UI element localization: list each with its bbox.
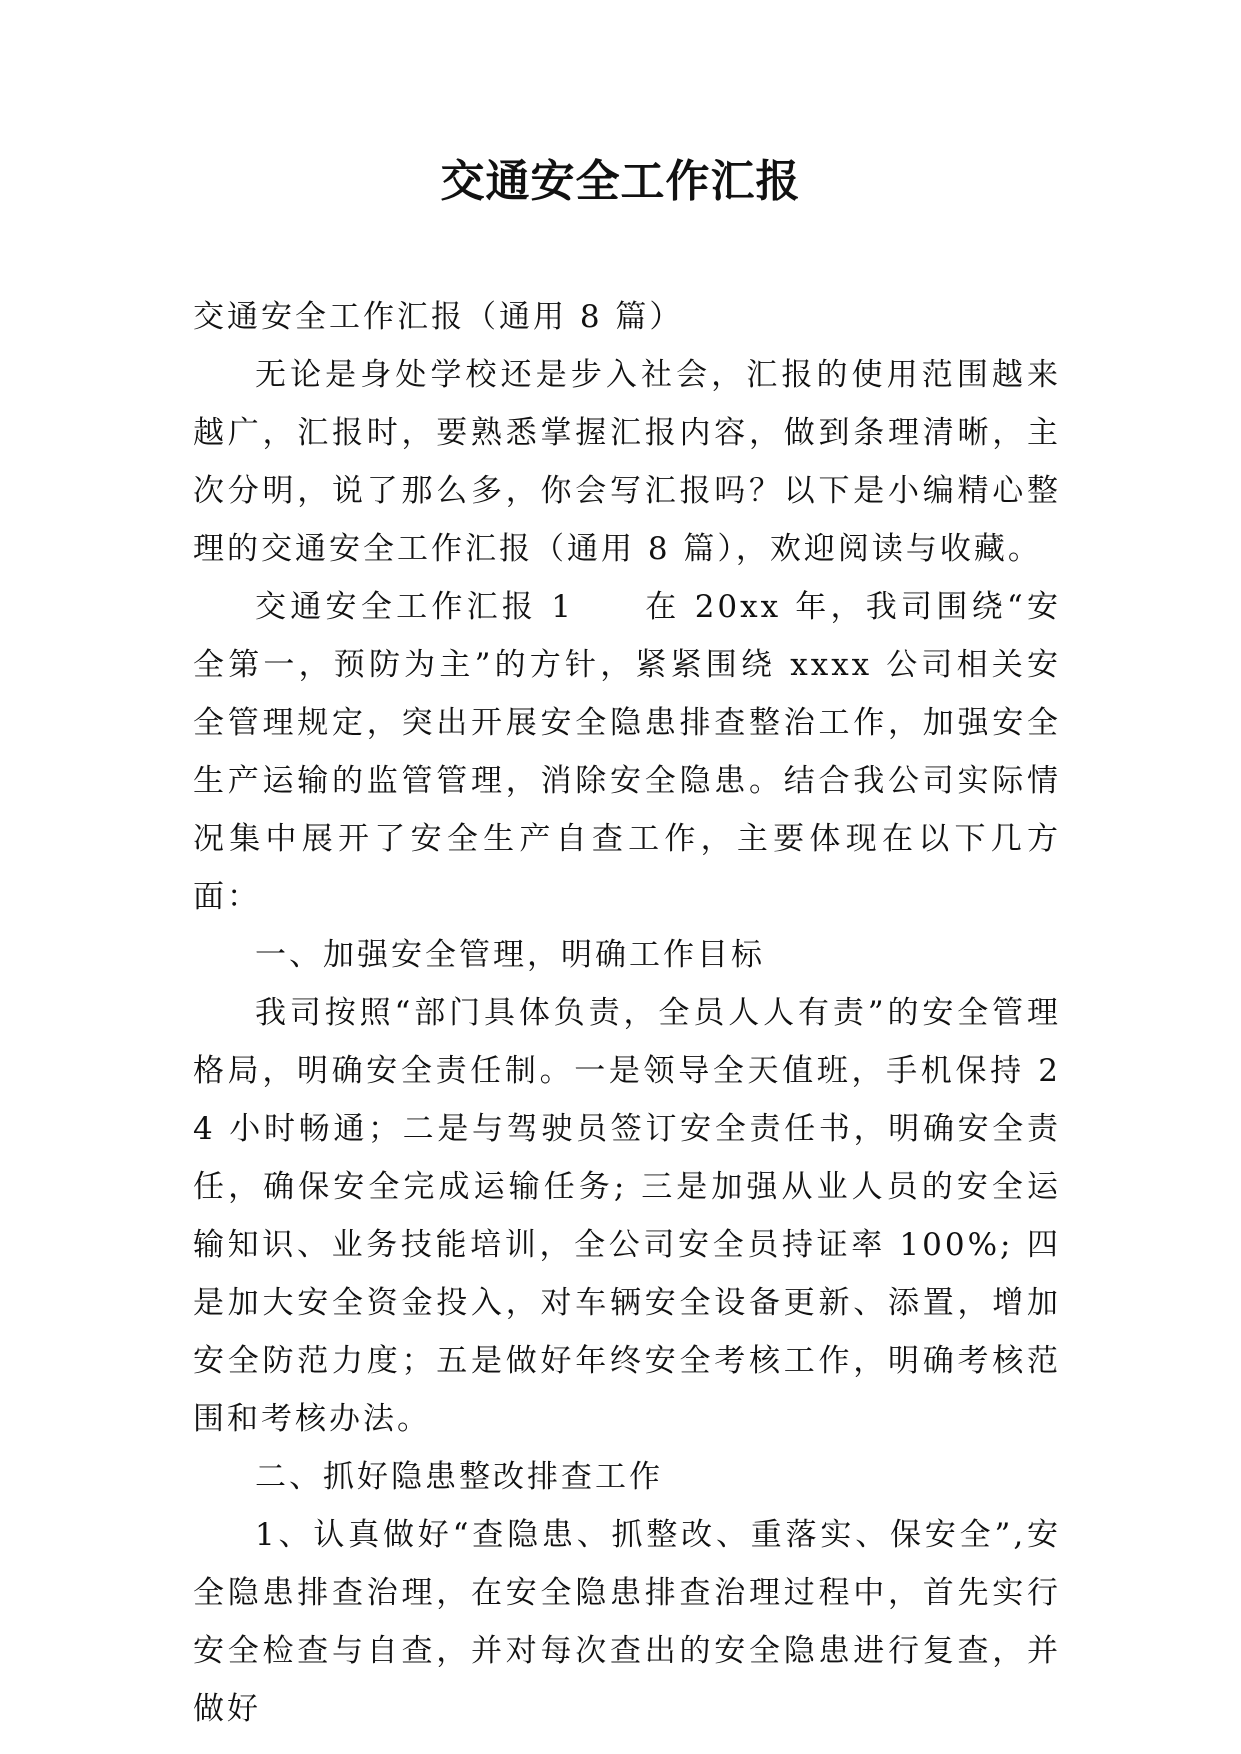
report1-heading: 交通安全工作汇报 1 bbox=[255, 589, 575, 625]
section1-heading: 一、加强安全管理，明确工作目标 bbox=[255, 937, 765, 973]
document-subtitle: 交通安全工作汇报（通用 8 篇） bbox=[193, 299, 684, 335]
report1-text: 在 20xx 年，我司围绕“安全第一，预防为主”的方针，紧紧围绕 xxxx 公司相关安全管理规定，突出开展安全隐患排查整治工作，加强安全生产运输的监管管理，消除安全隐患。结合我公司实际情况集中展开了安全生产自查工作，主要体现在以下几方面： bbox=[193, 589, 1061, 915]
document-title: 交通安全工作汇报 bbox=[440, 156, 801, 207]
section2-heading: 二、抓好隐患整改排查工作 bbox=[255, 1459, 663, 1495]
document-body bbox=[193, 288, 1061, 1738]
report1-paragraph bbox=[193, 578, 1061, 926]
section1-paragraph: 我司按照“部门具体负责，全员人人有责”的安全管理格局，明确安全责任制。一是领导全天值班，手机保持 24 小时畅通；二是与驾驶员签订安全责任书，明确安全责任，确保安全完成运输任务; 三是加强从业人员的安全运输知识、业务技能培训，全公司安全员持证率 100%; 四是加大安全资金投入，对车辆安全设备更新、添置，增加安全防范力度；五是做好年终安全考核工作，明确考核范围和考核办法。 bbox=[193, 995, 1061, 1437]
intro-paragraph: 无论是身处学校还是步入社会，汇报的使用范围越来越广，汇报时，要熟悉掌握汇报内容，做到条理清晰，主次分明，说了那么多，你会写汇报吗？以下是小编精心整理的交通安全工作汇报（通用 8 篇），欢迎阅读与收藏。 bbox=[193, 357, 1061, 567]
section2-item1-paragraph: 1、认真做好“查隐患、抓整改、重落实、保安全”,安全隐患排查治理，在安全隐患排查治理过程中，首先实行安全检查与自查，并对每次查出的安全隐患进行复查，并做好 bbox=[193, 1517, 1061, 1727]
